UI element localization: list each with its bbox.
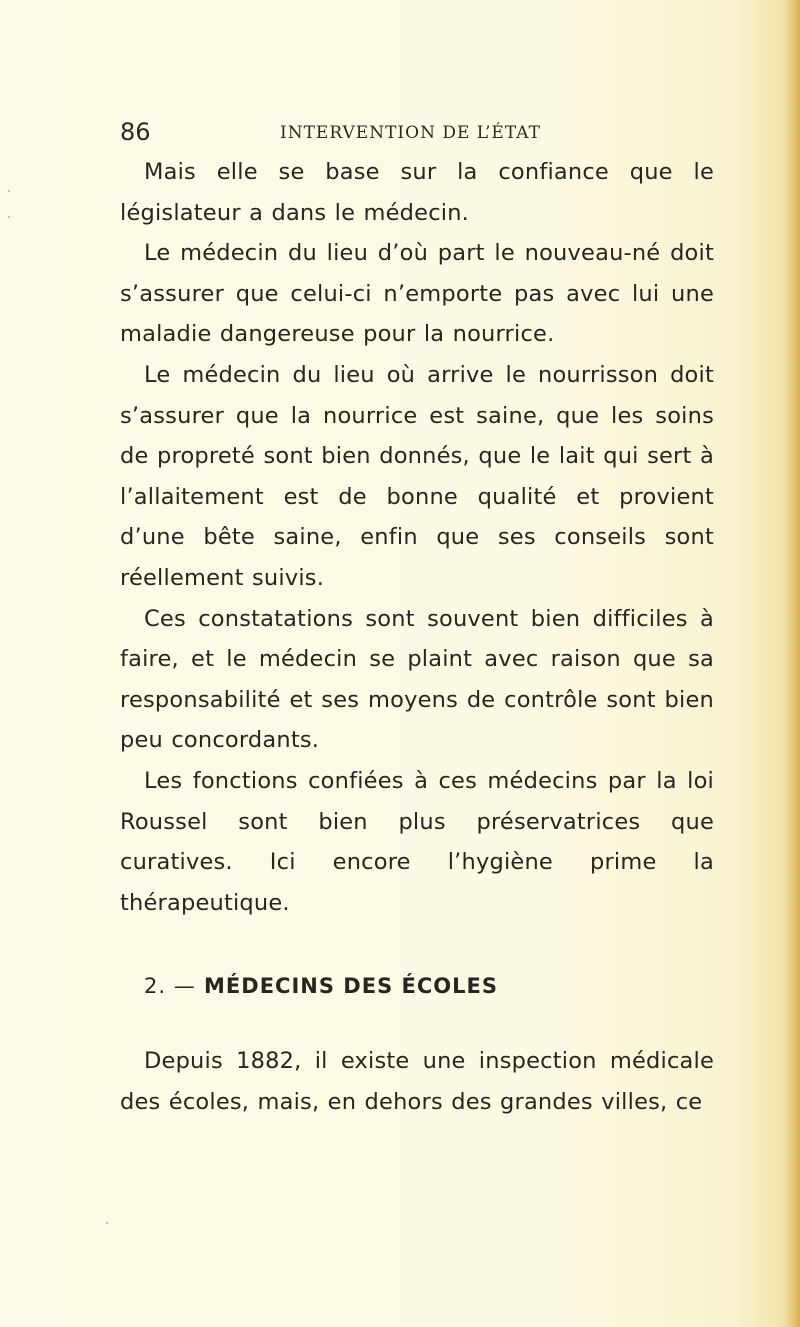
running-title: INTERVENTION DE L’ÉTAT [280,123,541,143]
section-heading [120,971,714,1001]
paragraph-5: Les fonctions confiées à ces médecins par la loi Roussel sont bien plus préservatrices que curatives. Ici encore l’hygiène prime la thérapeutique. [120,767,714,916]
page-number: 86 [120,118,151,146]
section-number: 2. — [144,974,196,999]
paragraph-3: Le médecin du lieu où arrive le nourrisson doit s’assurer que la nourrice est saine, que les soins de propreté sont bien donnés, que le lait qui sert à l’allaitement est de bonne qualité et provient d’une bête saine, enfin que ses conseils sont réellement suivis. [120,361,714,591]
paper-speck [106,1222,108,1224]
running-head [120,117,740,147]
paper-speck [8,190,10,192]
paragraph-4: Ces constatations sont souvent bien difficiles à faire, et le médecin se plaint avec raison que sa responsabilité et ses moyens de contrôle sont bien peu concordants. [120,605,714,754]
paper-speck [8,216,10,218]
paragraph-1: Mais elle se base sur la confiance que le législateur a dans le médecin. [120,159,714,226]
section-paragraph: Depuis 1882, il existe une inspection médicale des écoles, mais, en dehors des grandes villes, ce [120,1048,714,1115]
section-title: MÉDECINS DES ÉCOLES [204,974,498,999]
body-text [120,152,714,1122]
page-edge-shadow [786,0,800,1327]
paragraph-2: Le médecin du lieu d’où part le nouveau-né doit s’assurer que celui-ci n’emporte pas avec lui une maladie dangereuse pour la nourrice. [120,240,714,348]
